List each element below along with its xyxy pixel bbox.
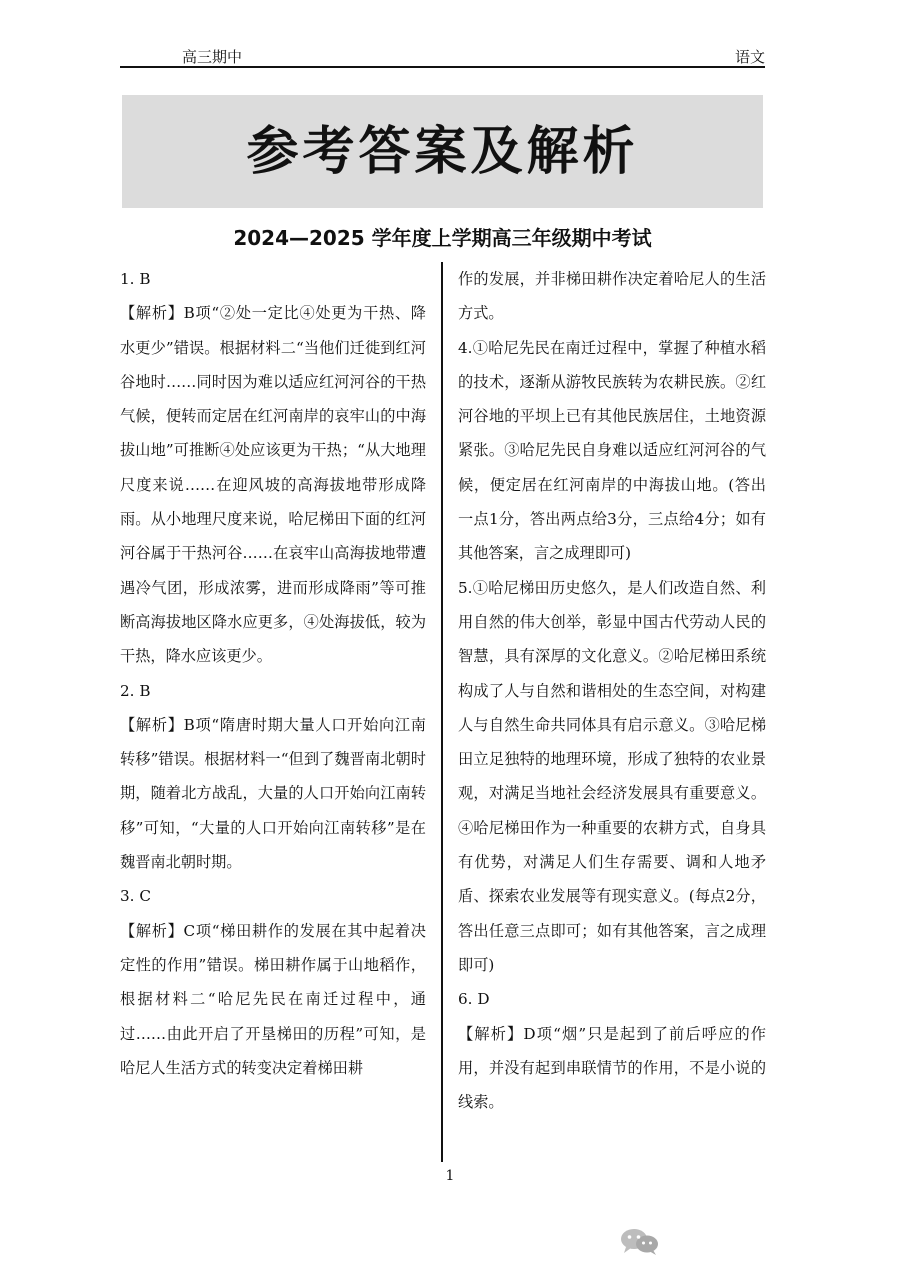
header-right: 语文 <box>734 48 765 66</box>
title-banner <box>122 95 763 208</box>
answer-5: 5.①哈尼梯田历史悠久，是人们改造自然、利用自然的伟大创举，彰显中国古代劳动人民的智慧，具有深厚的文化意义。②哈尼梯田系统构成了人与自然和谐相处的生态空间，对构建人与自然生命共同体具有启示意义。③哈尼梯田立足独特的地理环境，形成了独特的农业景观，对满足当地社会经济发展具有重要意义。④哈尼梯田作为一种重要的农耕方式，自身具有优势，对满足人们生存需要、调和人地矛盾、探索农业发展等有现实意义。(每点2分，答出任意三点即可；如有其他答案，言之成理即可) <box>458 578 766 974</box>
explanation-6: 【解析】D项“烟”只是起到了前后呼应的作用，并没有起到串联情节的作用，不是小说的线索。 <box>458 1024 766 1112</box>
right-column <box>458 262 766 1119</box>
answer-4: 4.①哈尼先民在南迁过程中，掌握了种植水稻的技术，逐渐从游牧民族转为农耕民族。②红河谷地的平坝上已有其他民族居住，土地资源紧张。③哈尼先民自身难以适应红河河谷的气候，便定居在红河南岸的中海拔山地。(答出一点1分，答出两点给3分，三点给4分；如有其他答案，言之成理即可) <box>458 338 766 563</box>
column-divider <box>441 262 443 1162</box>
wechat-icon <box>618 1226 662 1260</box>
answer-2: 2. B <box>120 681 151 700</box>
explanation-3-continued: 作的发展，并非梯田耕作决定着哈尼人的生活方式。 <box>458 270 766 323</box>
left-column <box>120 262 426 1085</box>
answer-1: 1. B <box>120 270 151 288</box>
answer-3: 3. C <box>120 887 151 906</box>
explanation-2: 【解析】B项“隋唐时期大量人口开始向江南转移”错误。根据材料一“但到了魏晋南北朝时期，随着北方战乱，大量的人口开始向江南转移”可知，“大量的人口开始向江南转移”是在魏晋南北朝时期。 <box>120 715 426 872</box>
page-header <box>120 44 765 68</box>
explanation-1: 【解析】B项“②处一定比④处更为干热、降水更少”错误。根据材料二“当他们迁徙到红河谷地时……同时因为难以适应红河河谷的干热气候，便转而定居在红河南岸的哀牢山的中海拔山地”可推断④处应该更为干热；“从大地理尺度来说……在迎风坡的高海拔地带形成降雨。从小地理尺度来说，哈尼梯田下面的红河河谷属于干热河谷……在哀牢山高海拔地带遭遇冷气团，形成浓雾，进而形成降雨”等可推断高海拔地区降水应更多，④处海拔低，较为干热，降水应该更少。 <box>120 304 426 666</box>
banner-title: 参考答案及解析 <box>246 121 639 182</box>
explanation-3: 【解析】C项“梯田耕作的发展在其中起着决定性的作用”错误。梯田耕作属于山地稻作，根据材料二“哈尼先民在南迁过程中，通过……由此开启了开垦梯田的历程”可知，是哈尼人生活方式的转变决定着梯田耕 <box>120 921 426 1077</box>
page-number: 1 <box>445 1168 455 1184</box>
answer-6: 6. D <box>458 990 490 1009</box>
header-left: 高三期中 <box>182 48 243 66</box>
exam-title: 2024—2025 学年度上学期高三年级期中考试 <box>233 226 652 250</box>
